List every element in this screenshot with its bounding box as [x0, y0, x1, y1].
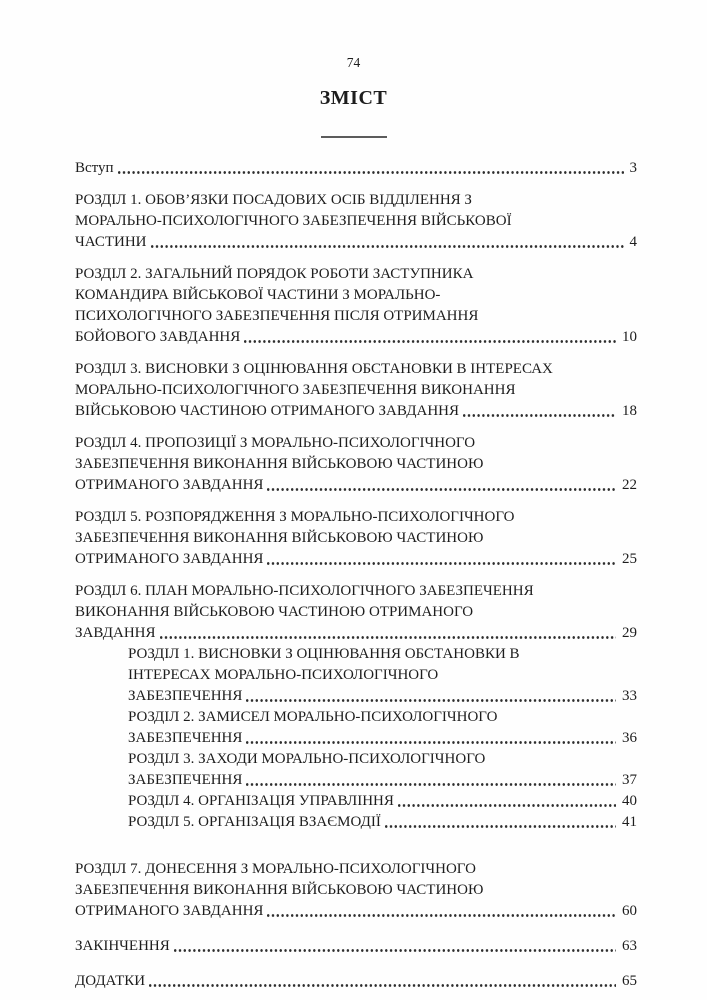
toc-entry-lastline: [128, 812, 637, 833]
toc-page-number: 36: [622, 729, 637, 746]
toc-entry-line: РОЗДІЛ 4. ПРОПОЗИЦІЇ З МОРАЛЬНО-ПСИХОЛОГІЧНОГО: [75, 434, 476, 451]
toc-entry-lastline: [75, 901, 637, 922]
page-title: ЗМІСТ: [319, 86, 388, 109]
page-number: 74: [346, 55, 361, 70]
dot-leader: [263, 549, 621, 570]
table-of-contents: [75, 158, 637, 992]
toc-entry-line: РОЗДІЛ 2. ЗАМИСЕЛ МОРАЛЬНО-ПСИХОЛОГІЧНОГО: [128, 708, 498, 725]
toc-page-number: 25: [622, 550, 637, 567]
dot-leader: [459, 401, 621, 422]
toc-entry-section-5: [75, 507, 637, 570]
toc-entry-line: Вступ: [75, 159, 114, 176]
toc-entry-conclusion: [75, 936, 637, 957]
toc-entry-line: МОРАЛЬНО-ПСИХОЛОГІЧНОГО ЗАБЕЗПЕЧЕННЯ ВІЙСЬКОВОЇ: [75, 212, 512, 229]
dot-leader: [263, 901, 621, 922]
dot-leader: [145, 971, 621, 992]
toc-entry-section-6-sub-4: [75, 791, 637, 812]
toc-entry-line: ЗАБЕЗПЕЧЕННЯ: [128, 771, 243, 788]
toc-entry-lastline: [128, 791, 637, 812]
toc-entry-intro: [75, 158, 637, 179]
toc-entry-section-6-sub-3: [75, 749, 637, 791]
toc-entry-line: ОТРИМАНОГО ЗАВДАННЯ: [75, 550, 264, 567]
toc-entry-section-6-sub-2: [75, 707, 637, 749]
toc-entry-section-6: [75, 581, 637, 644]
toc-entry-lastline: [75, 623, 637, 644]
toc-entry-section-7: [75, 859, 637, 922]
toc-entry-line: ОТРИМАНОГО ЗАВДАННЯ: [75, 902, 264, 919]
dot-leader: [242, 770, 621, 791]
toc-entry-line: РОЗДІЛ 3. ВИСНОВКИ З ОЦІНЮВАННЯ ОБСТАНОВКИ В ІНТЕРЕСАХ: [75, 360, 553, 377]
dot-leader: [242, 686, 621, 707]
toc-entry-section-1: [75, 190, 637, 253]
toc-entry-lastline: [75, 158, 637, 179]
toc-entry-line: ПСИХОЛОГІЧНОГО ЗАБЕЗПЕЧЕННЯ ПІСЛЯ ОТРИМАННЯ: [75, 307, 479, 324]
toc-entry-line: ІНТЕРЕСАХ МОРАЛЬНО-ПСИХОЛОГІЧНОГО: [128, 666, 439, 683]
toc-page-number: 41: [622, 813, 637, 830]
toc-entry-line: ЗАКІНЧЕННЯ: [75, 937, 170, 954]
toc-entry-lastline: [75, 475, 637, 496]
toc-entry-line: ДОДАТКИ: [75, 972, 146, 989]
toc-entry-section-2: [75, 264, 637, 348]
dot-leader: [240, 327, 621, 348]
toc-page-number: 4: [629, 233, 637, 250]
toc-page-number: 10: [622, 328, 637, 345]
toc-entry-lastline: [75, 401, 637, 422]
toc-page-number: 18: [622, 402, 637, 419]
toc-entry-line: РОЗДІЛ 7. ДОНЕСЕННЯ З МОРАЛЬНО-ПСИХОЛОГІЧНОГО: [75, 860, 476, 877]
toc-entry-line: ОТРИМАНОГО ЗАВДАННЯ: [75, 476, 264, 493]
toc-entry-section-6-sub-5: [75, 812, 637, 833]
toc-entry-line: ВИКОНАННЯ ВІЙСЬКОВОЮ ЧАСТИНОЮ ОТРИМАНОГО: [75, 603, 474, 620]
toc-entry-line: ЗАБЕЗПЕЧЕННЯ: [128, 729, 243, 746]
toc-entry-lastline: [75, 936, 637, 957]
toc-entry-section-3: [75, 359, 637, 422]
dot-leader: [170, 936, 621, 957]
toc-entry-lastline: [128, 770, 637, 791]
toc-entry-line: РОЗДІЛ 5. ОРГАНІЗАЦІЯ ВЗАЄМОДІЇ: [128, 813, 381, 830]
dot-leader: [114, 158, 629, 179]
toc-entry-line: ЧАСТИНИ: [75, 233, 147, 250]
dot-leader: [394, 791, 621, 812]
toc-page-number: 40: [622, 792, 637, 809]
toc-page-number: 60: [622, 902, 637, 919]
toc-entry-lastline: [75, 327, 637, 348]
toc-page-number: 3: [629, 159, 637, 176]
dot-leader: [242, 728, 621, 749]
toc-entry-line: РОЗДІЛ 1. ВИСНОВКИ З ОЦІНЮВАННЯ ОБСТАНОВКИ В: [128, 645, 520, 662]
toc-entry-line: КОМАНДИРА ВІЙСЬКОВОЇ ЧАСТИНИ З МОРАЛЬНО-: [75, 286, 441, 303]
toc-entry-line: ЗАБЕЗПЕЧЕННЯ ВИКОНАННЯ ВІЙСЬКОВОЮ ЧАСТИНОЮ: [75, 529, 484, 546]
toc-page-number: 22: [622, 476, 637, 493]
toc-entry-lastline: [75, 232, 637, 253]
toc-entry-lastline: [75, 971, 637, 992]
dot-leader: [263, 475, 621, 496]
toc-entry-line: ЗАБЕЗПЕЧЕННЯ ВИКОНАННЯ ВІЙСЬКОВОЮ ЧАСТИНОЮ: [75, 455, 484, 472]
toc-entry-line: РОЗДІЛ 2. ЗАГАЛЬНИЙ ПОРЯДОК РОБОТИ ЗАСТУПНИКА: [75, 265, 474, 282]
toc-page-number: 37: [622, 771, 637, 788]
toc-page-number: 65: [622, 972, 637, 989]
toc-entry-line: РОЗДІЛ 1. ОБОВ’ЯЗКИ ПОСАДОВИХ ОСІБ ВІДДІЛЕННЯ З: [75, 191, 472, 208]
toc-entry-lastline: [128, 728, 637, 749]
dot-leader: [147, 232, 629, 253]
toc-entry-line: РОЗДІЛ 6. ПЛАН МОРАЛЬНО-ПСИХОЛОГІЧНОГО ЗАБЕЗПЕЧЕННЯ: [75, 582, 534, 599]
toc-page-number: 63: [622, 937, 637, 954]
toc-page-number: 29: [622, 624, 637, 641]
toc-entry-line: ЗАБЕЗПЕЧЕННЯ ВИКОНАННЯ ВІЙСЬКОВОЮ ЧАСТИНОЮ: [75, 881, 484, 898]
dot-leader: [156, 623, 621, 644]
toc-entry-line: РОЗДІЛ 4. ОРГАНІЗАЦІЯ УПРАВЛІННЯ: [128, 792, 394, 809]
toc-entry-section-6-sub-1: [75, 644, 637, 707]
toc-entry-lastline: [128, 686, 637, 707]
dot-leader: [381, 812, 621, 833]
toc-entry-line: РОЗДІЛ 5. РОЗПОРЯДЖЕННЯ З МОРАЛЬНО-ПСИХОЛОГІЧНОГО: [75, 508, 515, 525]
toc-entry-line: БОЙОВОГО ЗАВДАННЯ: [75, 328, 241, 345]
toc-entry-appendices: [75, 971, 637, 992]
toc-entry-section-4: [75, 433, 637, 496]
toc-entry-line: РОЗДІЛ 3. ЗАХОДИ МОРАЛЬНО-ПСИХОЛОГІЧНОГО: [128, 750, 486, 767]
toc-entry-lastline: [75, 549, 637, 570]
toc-entry-line: ЗАБЕЗПЕЧЕННЯ: [128, 687, 243, 704]
toc-entry-line: ВІЙСЬКОВОЮ ЧАСТИНОЮ ОТРИМАНОГО ЗАВДАННЯ: [75, 402, 459, 419]
toc-entry-line: ЗАВДАННЯ: [75, 624, 156, 641]
toc-page-number: 33: [622, 687, 637, 704]
title-divider: [321, 136, 387, 138]
toc-entry-line: МОРАЛЬНО-ПСИХОЛОГІЧНОГО ЗАБЕЗПЕЧЕННЯ ВИКОНАННЯ: [75, 381, 516, 398]
